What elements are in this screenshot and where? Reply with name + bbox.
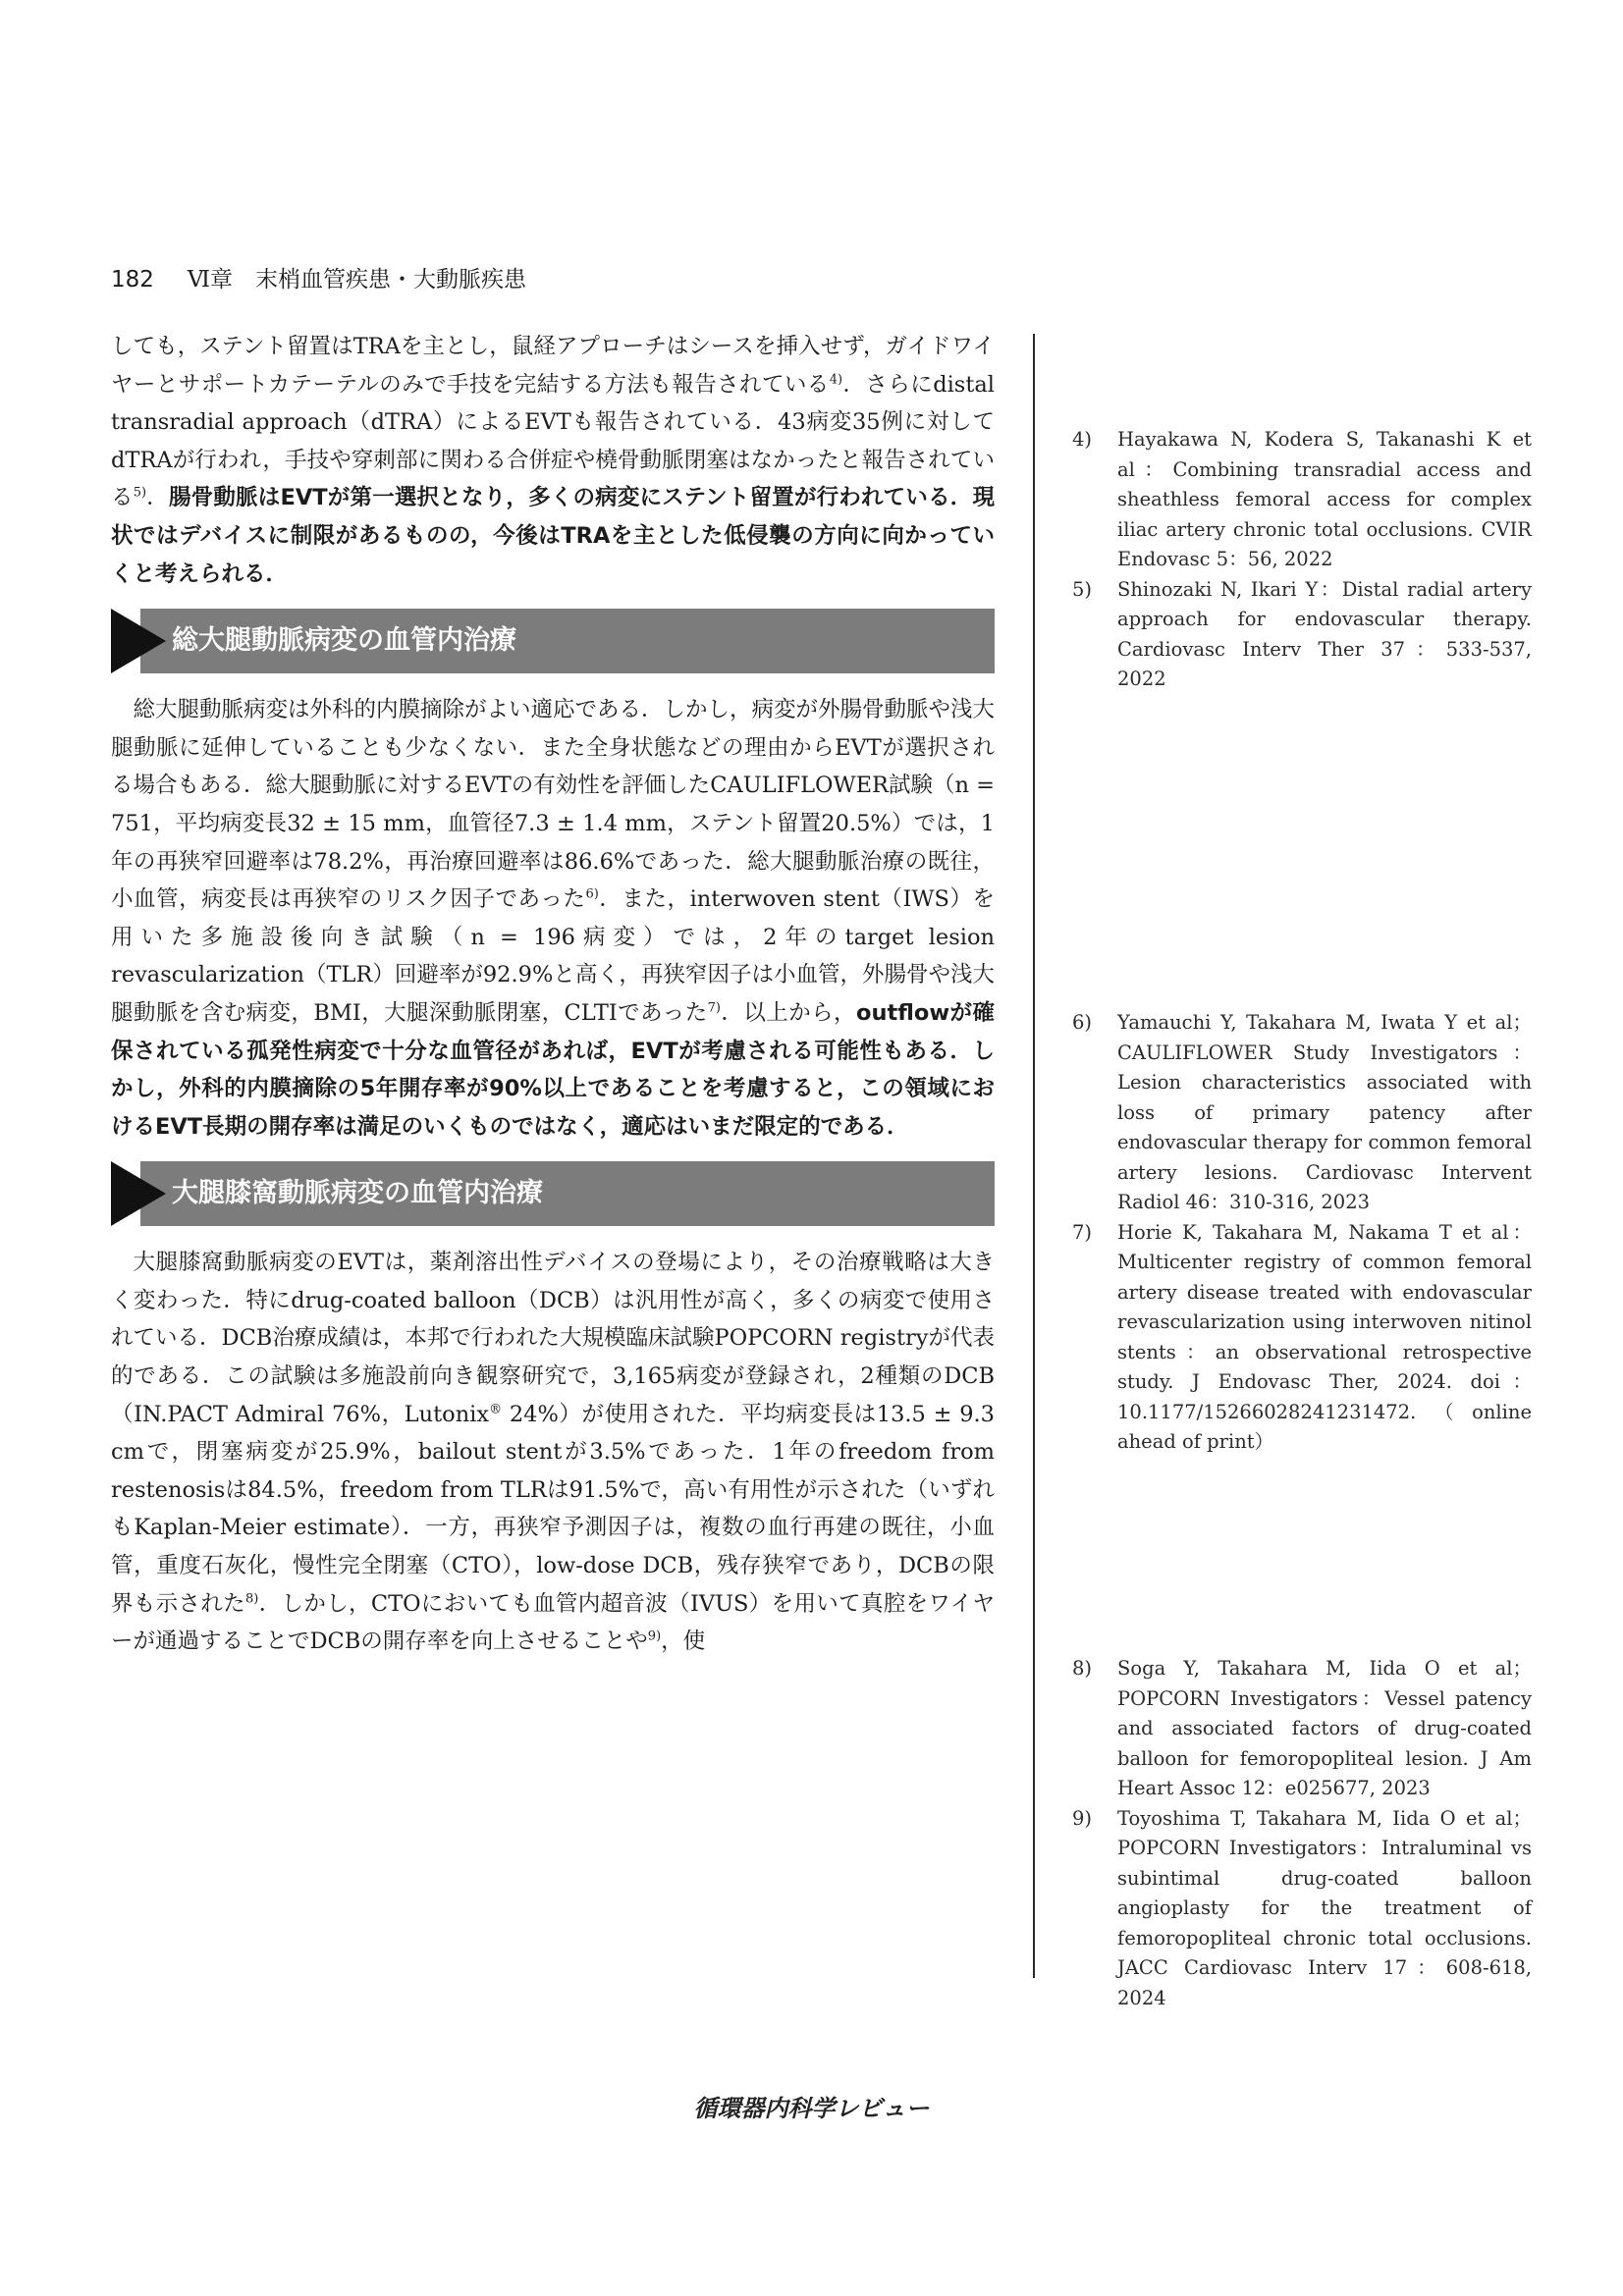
text-run: ．以上から， <box>721 999 856 1026</box>
reference-item <box>1072 1008 1532 1218</box>
page-number: 182 <box>111 267 154 293</box>
reference-text: Yamauchi Y, Takahara M, Iwata Y et al；CAULIFLOWER Study Investigators：Lesion characteristics associated with loss of primary patency after endovascular therapy for common femoral artery lesions. Cardiovasc Intervent Radiol 46：310-316, 2023 <box>1117 1011 1532 1213</box>
text-run: ，使 <box>661 1629 706 1655</box>
text-run: 24%）が使用された．平均病変長は13.5 ± 9.3 cmで，閉塞病変が25.9%，bailout stentが3.5%であった．1年のfreedom from restenosisは84.5%，freedom from TLRは91.5%で，高い有用性が示された（いずれもKaplan-Meier estimate）．一方，再狭窄予測因子は，複数の血行再建の既往，小血管，重度石灰化，慢性完全閉塞（CTO），low-dose DCB，残存狭窄であり，DCBの限界も示された <box>111 1401 996 1617</box>
text-run: ． <box>146 485 169 511</box>
text-run: 総大腿動脈病変は外科的内膜摘除がよい適応である．しかし，病変が外腸骨動脈や浅大腿動脈に延伸していることも少なくない．また全身状態などの理由からEVTが選択される場合もある．総大腿動脈に対するEVTの有効性を評価したCAULIFLOWER試験（n = 751，平均病変長32 ± 15 mm，血管径7.3 ± 1.4 mm，ステント留置20.5%）では，1年の再狭窄回避率は78.2%，再治療回避率は86.6%であった．総大腿動脈治療の既往，小血管，病変長は再狭窄のリスク因子であった <box>111 697 996 913</box>
reference-number: 7) <box>1072 1220 1093 1244</box>
running-header <box>111 261 526 294</box>
citation-ref[interactable]: 5) <box>133 485 147 501</box>
citation-ref[interactable]: 6) <box>585 886 599 902</box>
citation-ref[interactable]: 4) <box>829 372 843 388</box>
reference-item <box>1072 1654 1532 1804</box>
column-divider <box>1033 334 1035 1978</box>
reference-text: Shinozaki N, Ikari Y：Distal radial artery approach for endovascular therapy. Cardiovasc Interv Ther 37：533-537, 2022 <box>1117 577 1532 690</box>
reference-group-3 <box>1072 1654 1532 2013</box>
fp-paragraph <box>111 1244 995 1661</box>
text-run: ．しかし，CTOにおいても血管内超音波（IVUS）を用いて真腔をワイヤーが通過することでDCBの開存率を向上させることや <box>111 1590 995 1655</box>
reference-number: 6) <box>1072 1011 1093 1034</box>
triangle-marker-icon <box>111 1161 166 1226</box>
triangle-marker-icon <box>111 609 166 673</box>
text-run: しても，ステント留置はTRAを主とし，鼠経アプローチはシースを挿入せず，ガイドワイヤーとサポートカテーテルのみで手技を完結する方法も報告されている <box>111 334 995 398</box>
section-title: 総大腿動脈病変の血管内治療 <box>172 625 516 657</box>
bold-summary: outflowが確保されている孤発性病変で十分な血管径があれば，EVTが考慮される可能性もある．しかし，外科的内膜摘除の5年開存率が90%以上であることを考慮すると，この領域におけるEVT長期の開存率は満足のいくものではなく，適応はいまだ限定的である． <box>111 999 995 1140</box>
registered-mark: ® <box>489 1402 503 1417</box>
reference-group-1 <box>1072 425 1532 695</box>
journal-footer: 循環器内科学レビュー <box>693 2095 930 2122</box>
reference-text: Toyoshima T, Takahara M, Iida O et al；POPCORN Investigators：Intraluminal vs subintimal drug-coated balloon angioplasty for the treatment of femoropopliteal chronic total occlusions. JACC Cardiovasc Interv 17：608-618, 2024 <box>1117 1806 1532 2009</box>
section-title: 大腿膝窩動脈病変の血管内治療 <box>172 1178 543 1209</box>
reference-item <box>1072 425 1532 575</box>
reference-text: Horie K, Takahara M, Nakama T et al：Multicenter registry of common femoral artery disease treated with endovascular revascularization using interwoven nitinol stents：an observational retrospective study. J Endovasc Ther, 2024. doi：10.1177/15266028241231472.（online ahead of print） <box>1117 1220 1532 1453</box>
reference-number: 4) <box>1072 428 1093 451</box>
cfa-paragraph <box>111 691 995 1146</box>
citation-ref[interactable]: 7) <box>707 1000 721 1016</box>
main-column <box>111 328 995 1661</box>
section-heading-cfa <box>111 609 995 673</box>
section-heading-fp <box>111 1161 995 1226</box>
reference-group-2 <box>1072 1008 1532 1458</box>
text-run: 大腿膝窩動脈病変のEVTは，薬剤溶出性デバイスの登場により，その治療戦略は大きく変わった．特にdrug-coated balloon（DCB）は汎用性が高く，多くの病変で使用されている．DCB治療成績は，本邦で行われた大規模臨床試験POPCORN registryが代表的である．この試験は多施設前向き観察研究で，3,165病変が登録され，2種類のDCB（IN.PACT Admiral 76%，Lutonix <box>111 1250 995 1427</box>
bold-summary: 腸骨動脈はEVTが第一選択となり，多くの病変にステント留置が行われている．現状ではデバイスに制限があるものの，今後はTRAを主とした低侵襲の方向に向かっていくと考えられる． <box>111 485 995 587</box>
citation-ref[interactable]: 9) <box>647 1629 662 1644</box>
reference-text: Soga Y, Takahara M, Iida O et al；POPCORN Investigators：Vessel patency and associated factors of drug-coated balloon for femoropopliteal lesion. J Am Heart Assoc 12：e025677, 2023 <box>1117 1657 1532 1799</box>
text-run: ．さらにdistal transradial approach（dTRA）によるEVTも報告されている．43病変35例に対してdTRAが行われ，手技や穿刺部に関わる合併症や橈骨動脈閉塞はなかったと報告されている <box>111 371 995 511</box>
reference-text: Hayakawa N, Kodera S, Takanashi K et al：Combining transradial access and sheathless femoral access for complex iliac artery chronic total occlusions. CVIR Endovasc 5：56, 2022 <box>1117 428 1532 570</box>
chapter-title: Ⅵ章 末梢血管疾患・大動脈疾患 <box>187 267 527 293</box>
reference-number: 5) <box>1072 577 1093 601</box>
intro-paragraph <box>111 328 995 593</box>
reference-number: 9) <box>1072 1806 1093 1830</box>
reference-item <box>1072 1218 1532 1458</box>
reference-item <box>1072 1804 1532 2014</box>
reference-number: 8) <box>1072 1657 1093 1680</box>
text-run: ．また，interwoven stent（IWS）を用いた多施設後向き試験（n = 196病変）では，2年のtarget lesion revascularization（TLR）回避率が92.9%と高く，再狭窄因子は小血管，外腸骨や浅大腿動脈を含む病変，BMI，大腿深動脈閉塞，CLTIであった <box>111 886 996 1026</box>
reference-item <box>1072 575 1532 695</box>
citation-ref[interactable]: 8) <box>245 1591 259 1607</box>
